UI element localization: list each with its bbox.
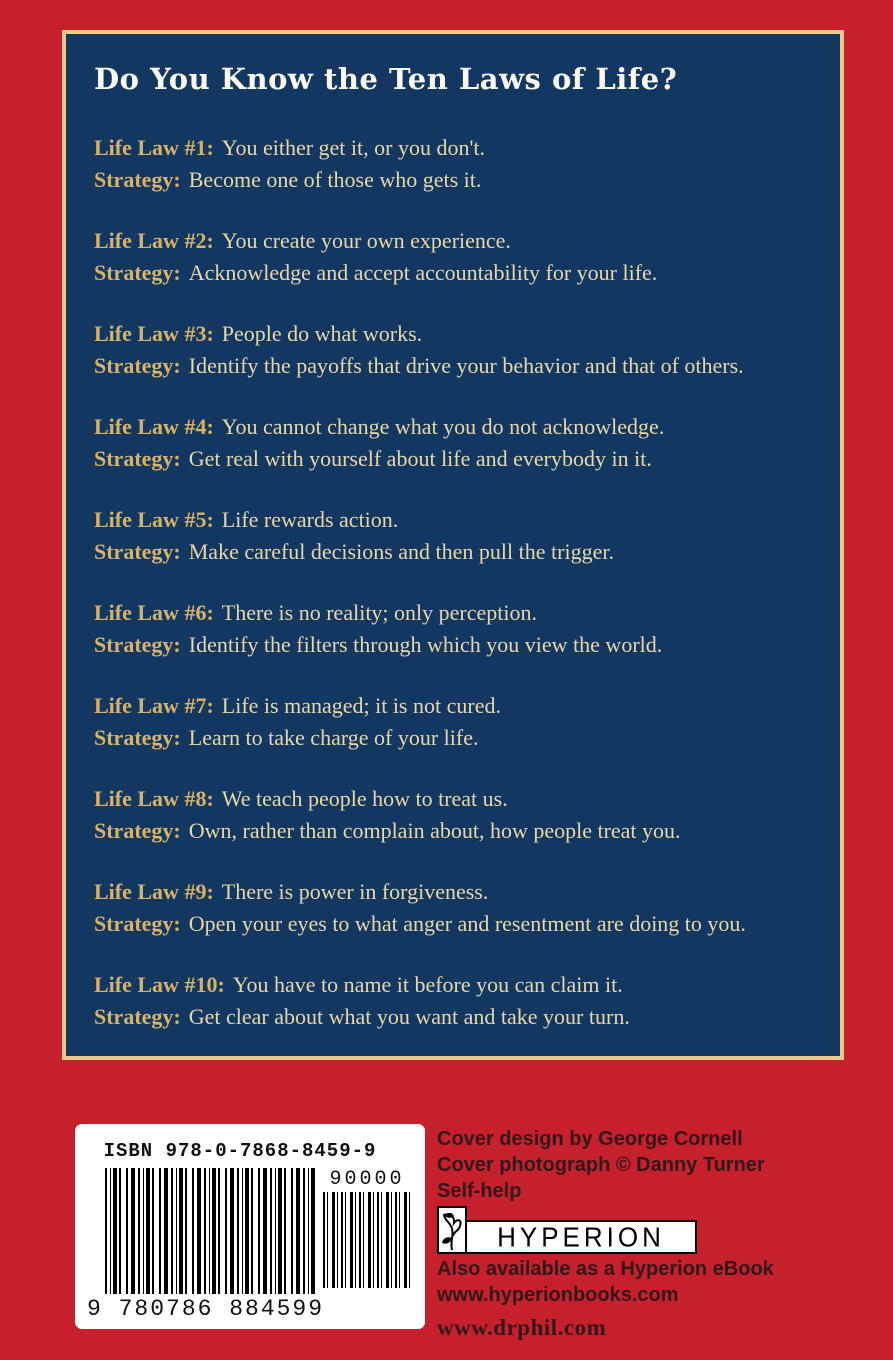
life-law-block-9 — [94, 876, 820, 939]
strategy-line — [94, 629, 820, 661]
strategy-line — [94, 350, 820, 382]
strategy-text: Own, rather than complain about, how people treat you. — [188, 817, 681, 843]
drphil-website: www.drphil.com — [437, 1315, 607, 1340]
cover-design-credit: Cover design by George Cornell — [437, 1128, 743, 1150]
barcode-supplement-bars — [323, 1192, 413, 1288]
hyperion-website: www.hyperionbooks.com — [437, 1284, 679, 1306]
hyperion-wordmark-box — [465, 1220, 697, 1254]
life-law-block-4 — [94, 411, 820, 474]
law-line — [94, 783, 820, 815]
panel-title: Do You Know the Ten Laws of Life? — [94, 62, 678, 96]
life-law-text: Life is managed; it is not cured. — [221, 693, 501, 718]
life-law-label: Life Law #9: — [94, 879, 214, 904]
life-law-text: Life rewards action. — [221, 507, 399, 532]
strategy-line — [94, 722, 820, 754]
life-law-text: There is power in forgiveness. — [221, 879, 489, 904]
strategy-label: Strategy: — [94, 352, 181, 378]
life-law-label: Life Law #5: — [94, 507, 214, 532]
strategy-label: Strategy: — [94, 259, 181, 285]
life-law-label: Life Law #7: — [94, 693, 214, 718]
hyperion-flower-icon — [437, 1206, 467, 1254]
strategy-text: Become one of those who gets it. — [188, 166, 482, 192]
strategy-label: Strategy: — [94, 724, 181, 750]
strategy-label: Strategy: — [94, 445, 181, 471]
law-line — [94, 318, 820, 350]
life-law-label: Life Law #4: — [94, 414, 214, 439]
strategy-text: Get real with yourself about life and everybody in it. — [188, 445, 652, 471]
barcode-digits: 9 780786 884599 — [87, 1296, 325, 1322]
barcode-price-code: 90000 — [329, 1168, 405, 1191]
law-line — [94, 690, 820, 722]
hyperion-logo — [437, 1206, 877, 1256]
strategy-line — [94, 815, 820, 847]
life-law-label: Life Law #6: — [94, 600, 214, 625]
category-label: Self-help — [437, 1180, 522, 1202]
strategy-line — [94, 536, 820, 568]
strategy-line — [94, 443, 820, 475]
life-law-label: Life Law #8: — [94, 786, 214, 811]
life-law-label: Life Law #10: — [94, 972, 225, 997]
strategy-text: Acknowledge and accept accountability for your life. — [188, 259, 658, 285]
strategy-line — [94, 908, 820, 940]
strategy-label: Strategy: — [94, 538, 181, 564]
life-law-label: Life Law #2: — [94, 228, 214, 253]
life-law-block-5 — [94, 504, 820, 567]
strategy-line — [94, 1001, 820, 1033]
cover-photo-credit: Cover photograph © Danny Turner — [437, 1154, 765, 1176]
law-line — [94, 411, 820, 443]
law-line — [94, 969, 820, 1001]
barcode-panel — [75, 1124, 425, 1329]
strategy-text: Identify the payoffs that drive your behavior and that of others. — [188, 352, 744, 378]
ebook-note: Also available as a Hyperion eBook — [437, 1258, 774, 1280]
strategy-label: Strategy: — [94, 631, 181, 657]
law-line — [94, 876, 820, 908]
life-law-text: You create your own experience. — [221, 228, 511, 253]
life-law-block-6 — [94, 597, 820, 660]
law-line — [94, 504, 820, 536]
strategy-text: Learn to take charge of your life. — [188, 724, 479, 750]
strategy-text: Make careful decisions and then pull the trigger. — [188, 538, 614, 564]
life-law-text: You have to name it before you can claim it. — [232, 972, 623, 997]
hyperion-wordmark: HYPERION — [497, 1221, 665, 1253]
life-law-text: You either get it, or you don't. — [221, 135, 486, 160]
life-law-block-2 — [94, 225, 820, 288]
strategy-label: Strategy: — [94, 910, 181, 936]
life-law-block-1 — [94, 132, 820, 195]
life-law-label: Life Law #1: — [94, 135, 214, 160]
law-line — [94, 597, 820, 629]
publisher-info — [437, 1126, 877, 1341]
life-law-block-8 — [94, 783, 820, 846]
strategy-label: Strategy: — [94, 1003, 181, 1029]
strategy-line — [94, 257, 820, 289]
strategy-label: Strategy: — [94, 817, 181, 843]
life-law-block-10 — [94, 969, 820, 1032]
strategy-label: Strategy: — [94, 166, 181, 192]
strategy-line — [94, 164, 820, 196]
barcode-main-bars — [105, 1168, 317, 1294]
life-law-text: People do what works. — [221, 321, 423, 346]
law-line — [94, 225, 820, 257]
isbn-label: ISBN 978-0-7868-8459-9 — [103, 1140, 377, 1162]
ten-laws-panel — [62, 30, 844, 1060]
strategy-text: Get clear about what you want and take your turn. — [188, 1003, 630, 1029]
life-law-label: Life Law #3: — [94, 321, 214, 346]
life-law-text: You cannot change what you do not acknowledge. — [221, 414, 665, 439]
life-law-block-7 — [94, 690, 820, 753]
life-law-text: There is no reality; only perception. — [221, 600, 537, 625]
life-law-block-3 — [94, 318, 820, 381]
life-law-text: We teach people how to treat us. — [221, 786, 508, 811]
law-line — [94, 132, 820, 164]
strategy-text: Identify the filters through which you view the world. — [188, 631, 663, 657]
strategy-text: Open your eyes to what anger and resentment are doing to you. — [188, 910, 746, 936]
